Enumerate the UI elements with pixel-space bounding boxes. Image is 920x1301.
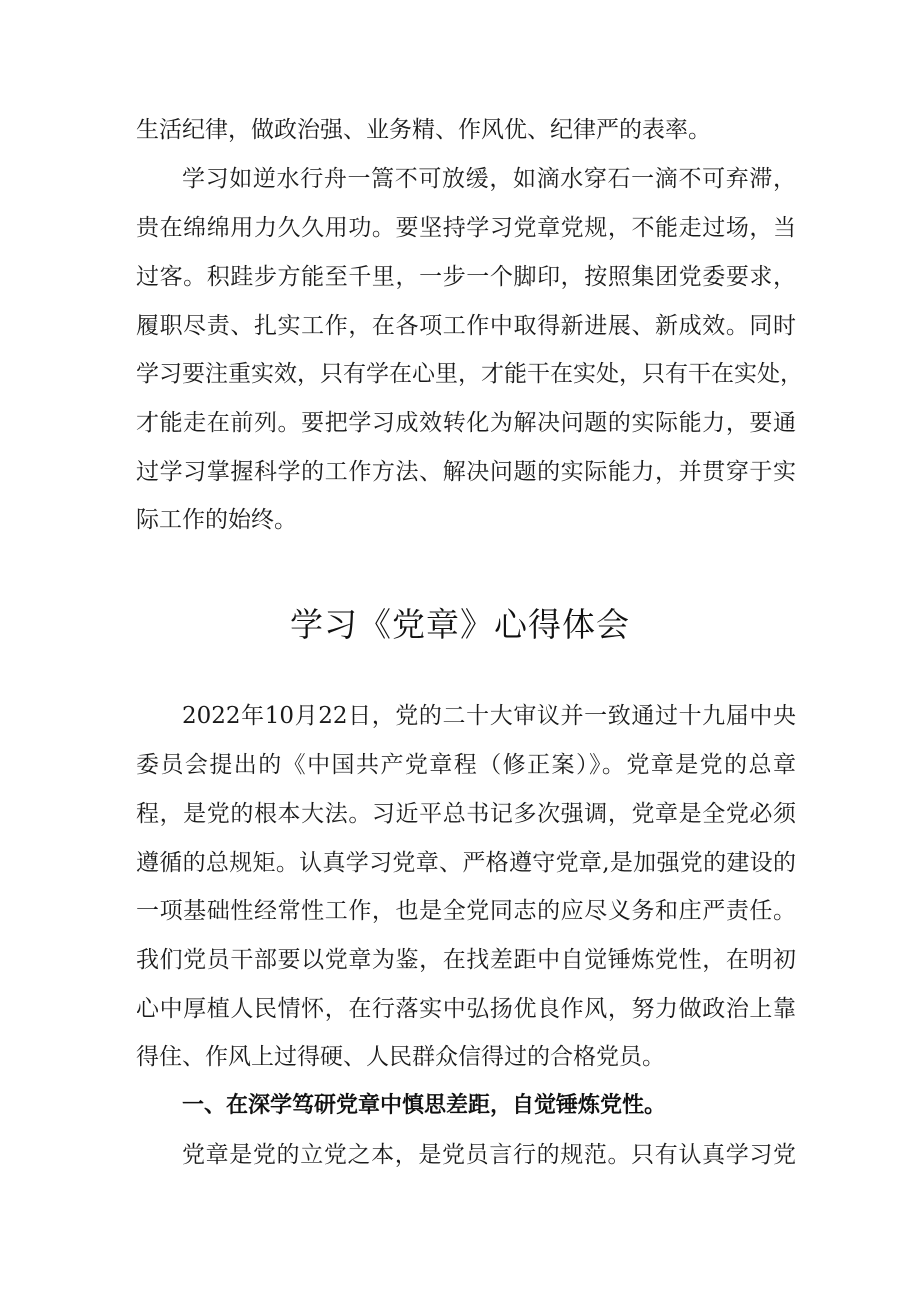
article-title: 学习《党章》心得体会 [290, 605, 630, 644]
paragraph-line: 过客。积跬步方能至千里，一步一个脚印，按照集团党委要求， [136, 264, 796, 290]
paragraph-line: 履职尽责、扎实工作，在各项工作中取得新进展、新成效。同时 [136, 313, 796, 339]
paragraph-line: 2022年10月22日，党的二十大审议并一致通过十九届中央 [182, 703, 796, 729]
paragraph-line: 程，是党的根本大法。习近平总书记多次强调，党章是全党必须 [136, 801, 796, 827]
paragraph-line: 心中厚植人民情怀，在行落实中弘扬优良作风，努力做政治上靠 [136, 996, 796, 1022]
paragraph-line: 一项基础性经常性工作，也是全党同志的应尽义务和庄严责任。 [136, 898, 796, 924]
paragraph-line: 贵在绵绵用力久久用功。要坚持学习党章党规，不能走过场，当 [136, 215, 796, 241]
paragraph-line: 遵循的总规矩。认真学习党章、严格遵守党章,是加强党的建设的 [136, 850, 796, 876]
paragraph-line: 才能走在前列。要把学习成效转化为解决问题的实际能力，要通 [136, 410, 796, 436]
paragraph-line: 我们党员干部要以党章为鉴，在找差距中自觉锤炼党性，在明初 [136, 947, 796, 973]
paragraph-line: 学习要注重实效，只有学在心里，才能干在实处，只有干在实处， [136, 361, 803, 387]
paragraph-line: 过学习掌握科学的工作方法、解决问题的实际能力，并贯穿于实 [136, 459, 796, 485]
paragraph-line: 际工作的始终。 [136, 507, 297, 533]
paragraph-line: 党章是党的立党之本，是党员言行的规范。只有认真学习党 [182, 1142, 796, 1168]
paragraph-line: 生活纪律，做政治强、业务精、作风优、纪律严的表率。 [136, 117, 711, 143]
paragraph-line: 得住、作风上过得硬、人民群众信得过的合格党员。 [136, 1044, 665, 1070]
paragraph-line: 学习如逆水行舟一篙不可放缓，如滴水穿石一滴不可弃滞， [182, 166, 796, 192]
paragraph-line: 委员会提出的《中国共产党章程（修正案）》。党章是党的总章 [136, 752, 796, 778]
section-heading: 一、在深学笃研党章中慎思差距，自觉锤炼党性。 [182, 1093, 667, 1118]
